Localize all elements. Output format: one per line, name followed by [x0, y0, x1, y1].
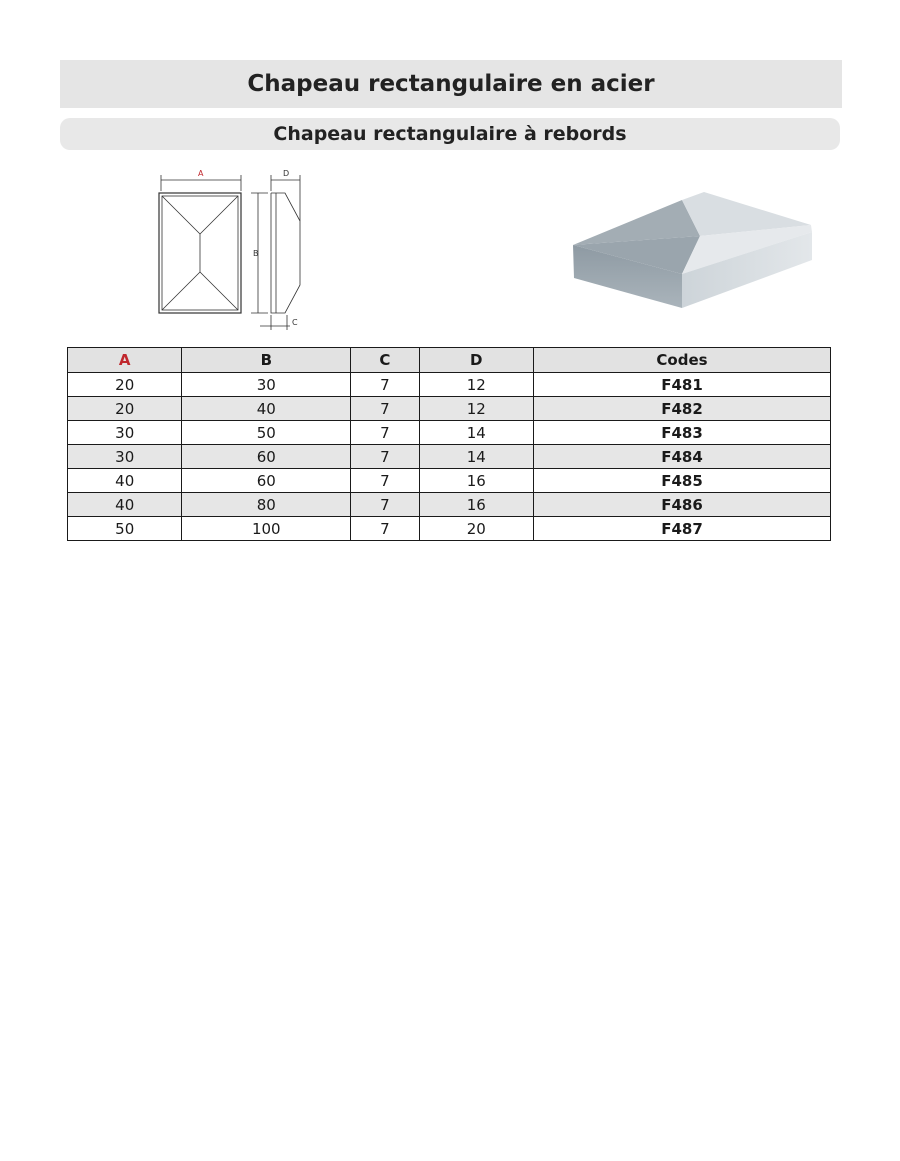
dimensions-table [67, 347, 831, 541]
dimension-label-a: A [198, 169, 204, 178]
cell-c: 7 [351, 469, 419, 493]
table-row [68, 493, 831, 517]
page-title-bar [60, 60, 842, 108]
cell-d: 12 [419, 397, 533, 421]
table-row [68, 373, 831, 397]
table-row [68, 469, 831, 493]
cell-b: 30 [182, 373, 351, 397]
cell-a: 30 [68, 421, 182, 445]
cell-c: 7 [351, 373, 419, 397]
cell-code: F485 [533, 469, 830, 493]
column-header-codes: Codes [533, 348, 830, 373]
cell-code: F487 [533, 517, 830, 541]
column-header-b: B [182, 348, 351, 373]
table-row [68, 445, 831, 469]
cell-code: F483 [533, 421, 830, 445]
cell-b: 60 [182, 445, 351, 469]
table-row [68, 517, 831, 541]
cell-c: 7 [351, 517, 419, 541]
cell-c: 7 [351, 397, 419, 421]
cell-d: 20 [419, 517, 533, 541]
section-title: Chapeau rectangulaire à rebords [273, 123, 627, 145]
cell-b: 60 [182, 469, 351, 493]
cell-d: 16 [419, 493, 533, 517]
section-title-bar [60, 118, 840, 150]
cell-code: F481 [533, 373, 830, 397]
cell-b: 50 [182, 421, 351, 445]
cell-a: 20 [68, 373, 182, 397]
cell-b: 80 [182, 493, 351, 517]
cell-c: 7 [351, 421, 419, 445]
cell-a: 20 [68, 397, 182, 421]
cell-d: 12 [419, 373, 533, 397]
cell-b: 100 [182, 517, 351, 541]
column-header-a: A [68, 348, 182, 373]
cell-code: F482 [533, 397, 830, 421]
cell-code: F486 [533, 493, 830, 517]
dimension-label-c: C [292, 318, 298, 327]
cell-c: 7 [351, 493, 419, 517]
cell-b: 40 [182, 397, 351, 421]
dimension-label-d: D [283, 169, 290, 178]
column-header-c: C [351, 348, 419, 373]
table-header-row [68, 348, 831, 373]
technical-drawing [150, 165, 315, 335]
cell-d: 14 [419, 421, 533, 445]
cell-a: 30 [68, 445, 182, 469]
page-title: Chapeau rectangulaire en acier [247, 71, 655, 97]
product-photo [568, 188, 814, 310]
cell-d: 14 [419, 445, 533, 469]
cell-a: 40 [68, 493, 182, 517]
cell-d: 16 [419, 469, 533, 493]
cell-a: 50 [68, 517, 182, 541]
cell-code: F484 [533, 445, 830, 469]
column-header-d: D [419, 348, 533, 373]
table-row [68, 397, 831, 421]
dimension-label-b: B [253, 249, 259, 258]
cell-c: 7 [351, 445, 419, 469]
table-row [68, 421, 831, 445]
cell-a: 40 [68, 469, 182, 493]
